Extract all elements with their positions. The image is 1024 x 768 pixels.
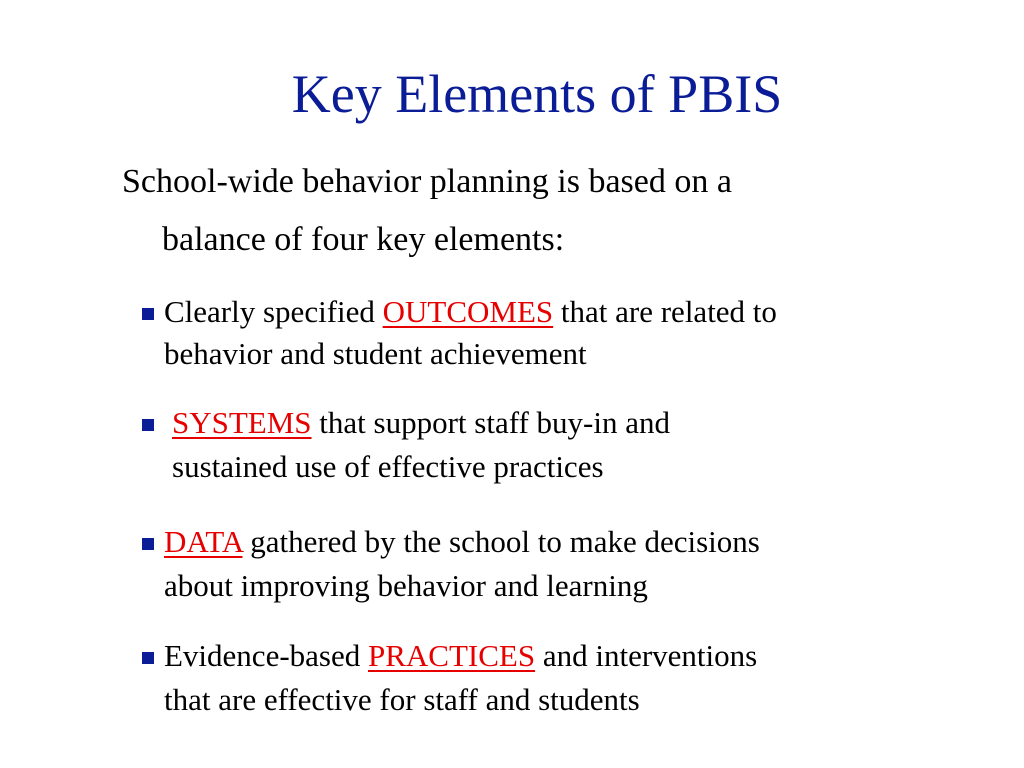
bullet-outcomes-before: Clearly specified: [164, 294, 383, 329]
bullet-systems-line-2: sustained use of effective practices: [172, 449, 604, 484]
keyword-outcomes: OUTCOMES: [382, 294, 554, 329]
bullet-practices-after: and interventions: [535, 638, 758, 673]
intro-line-1: School-wide behavior planning is based on a: [122, 163, 732, 200]
bullet-systems-after: that support staff buy-in and: [311, 405, 670, 440]
bullet-practices-before: Evidence-based: [164, 638, 368, 673]
bullet-data-line-1: [164, 524, 760, 560]
keyword-data: DATA: [164, 524, 243, 559]
bullet-data-line-2: about improving behavior and learning: [164, 568, 648, 603]
keyword-systems: SYSTEMS: [172, 405, 312, 440]
bullet-outcomes-line-1: [164, 294, 777, 330]
square-bullet-icon: [142, 419, 154, 431]
bullet-outcomes-line-2: behavior and student achievement: [164, 336, 587, 371]
bullet-practices-line-1: [164, 638, 757, 674]
intro-line-2: balance of four key elements:: [162, 221, 565, 258]
keyword-practices: PRACTICES: [367, 638, 536, 673]
square-bullet-icon: [142, 652, 154, 664]
square-bullet-icon: [142, 308, 154, 320]
bullet-outcomes-after: that are related to: [553, 294, 777, 329]
slide-title: Key Elements of PBIS: [291, 64, 783, 124]
bullet-data-after: gathered by the school to make decisions: [242, 524, 760, 559]
bullet-practices-line-2: that are effective for staff and students: [164, 682, 640, 717]
square-bullet-icon: [142, 538, 154, 550]
bullet-systems-line-1: [172, 405, 670, 441]
